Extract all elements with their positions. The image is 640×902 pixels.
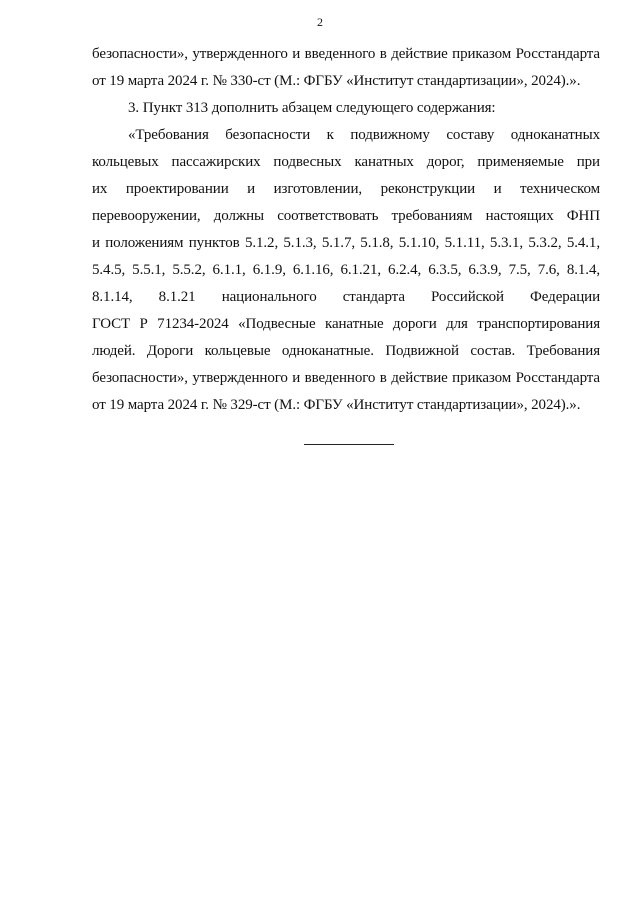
paragraph-2-line-1: 3. Пункт 313 дополнить абзацем следующего содержания: <box>128 100 496 116</box>
paragraph-1-line-2: от 19 марта 2024 г. № 330-ст (М.: ФГБУ «Институт стандартизации», 2024).». <box>92 73 581 89</box>
paragraph-3-line-10: безопасности», утвержденного и введенного в действие приказом Росстандарта <box>92 370 600 386</box>
paragraph-1-line-1: безопасности», утвержденного и введенного в действие приказом Росстандарта <box>92 46 600 62</box>
end-separator-rule <box>304 444 394 445</box>
paragraph-3-line-11: от 19 марта 2024 г. № 329-ст (М.: ФГБУ «Институт стандартизации», 2024).». <box>92 397 581 413</box>
paragraph-3-line-4: перевооружении, должны соответствовать требованиям настоящих ФНП <box>92 208 600 224</box>
paragraph-3-line-6: 5.4.5, 5.5.1, 5.5.2, 6.1.1, 6.1.9, 6.1.16, 6.1.21, 6.2.4, 6.3.5, 6.3.9, 7.5, 7.6, 8.1.4, <box>92 262 600 278</box>
paragraph-3-line-3: их проектировании и изготовлении, реконструкции и техническом <box>92 181 600 197</box>
paragraph-3-line-7: 8.1.14, 8.1.21 национального стандарта Российской Федерации <box>92 289 600 305</box>
paragraph-3-line-1: «Требования безопасности к подвижному составу одноканатных <box>128 127 600 143</box>
paragraph-3-line-8: ГОСТ Р 71234-2024 «Подвесные канатные дороги для транспортирования <box>92 316 600 332</box>
paragraph-3-line-5: и положениям пунктов 5.1.2, 5.1.3, 5.1.7, 5.1.8, 5.1.10, 5.1.11, 5.3.1, 5.3.2, 5.4.1, <box>92 235 600 251</box>
paragraph-3-line-9: людей. Дороги кольцевые одноканатные. Подвижной состав. Требования <box>92 343 600 359</box>
paragraph-3-line-2: кольцевых пассажирских подвесных канатных дорог, применяемые при <box>92 154 600 170</box>
page-number: 2 <box>317 15 323 29</box>
